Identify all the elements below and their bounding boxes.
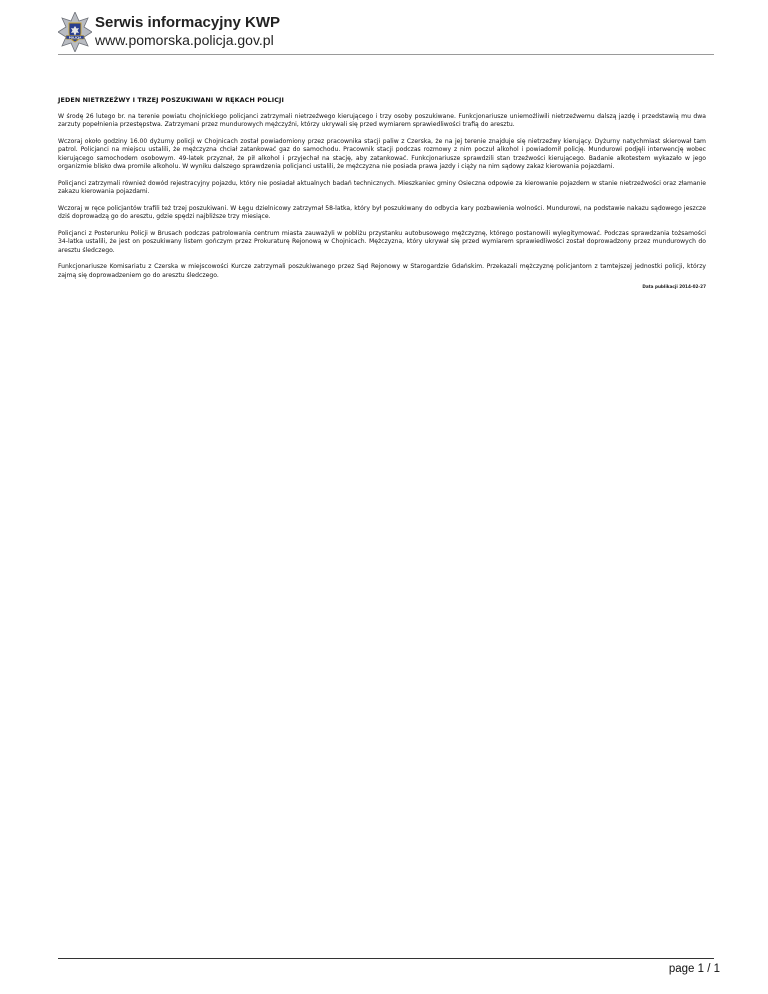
footer-divider — [58, 958, 714, 959]
article-paragraph: Policjanci z Posterunku Policji w Brusach podczas patrolowania centrum miasta zauważyli w pobliżu przystanku autobusowego mężczyznę, którego postanowili wylegitymować. Podczas sprawdzania tożsamości 34-latka ustalili, że jest on poszukiwany listem gończym przez Prokuraturę Rejonową w Chojnicach. Mężczyzna, który ukrywał się przed wymiarem sprawiedliwości został doprowadzony przez mundurowych do aresztu śledczego. — [58, 229, 706, 254]
article-paragraph: W środę 26 lutego br. na terenie powiatu chojnickiego policjanci zatrzymali nietrzeźwego kierującego i trzy osoby poszukiwane. Funkcjonariusze uniemożliwili nietrzeźwemu dalszą jazdę i przedstawią mu dwa zarzuty popełnienia przestępstwa. Zatrzymani przez mundurowych mężczyźni, którzy ukrywali się przed wymiarem sprawiedliwości trafią do aresztu. — [58, 113, 706, 129]
header-divider — [58, 54, 714, 55]
site-url[interactable]: www.pomorska.policja.gov.pl — [95, 32, 274, 48]
article-paragraph: Wczoraj w ręce policjantów trafili też trzej poszukiwani. W Łęgu dzielnicowy zatrzymał 58-latka, który był poszukiwany do odbycia kary pozbawienia wolności. Mundurowi, na podstawie nakazu sądowego jeszcze dziś doprowadzą go do aresztu, gdzie spędzi najbliższe trzy miesiące. — [58, 204, 706, 221]
publication-date: Data publikacji 2014-02-27 — [642, 284, 706, 289]
article-paragraph: Funkcjonariusze Komisariatu z Czerska w miejscowości Kurcze zatrzymali poszukiwanego przez Sąd Rejonowy w Starogardzie Gdańskim. Przekazali mężczyznę policjantom z tamtejszej jednostki policji, którzy zajmą się doprowadzeniem go do aresztu śledczego. — [58, 263, 706, 279]
page-number: page 1 / 1 — [668, 963, 720, 975]
site-title: Serwis informacyjny KWP — [95, 14, 281, 31]
article-body — [58, 96, 706, 288]
police-star-badge-icon — [58, 12, 92, 52]
article-paragraph: Policjanci zatrzymali również dowód rejestracyjny pojazdu, który nie posiadał aktualnych badań technicznych. Mieszkaniec gminy Osieczna odpowie za kierowanie pojazdem w stanie nietrzeźwości oraz złamanie zakazu kierowania pojazdami. — [58, 179, 706, 196]
page-header — [58, 12, 714, 54]
article-title: JEDEN NIETRZEŹWY I TRZEJ POSZUKIWANI W RĘKACH POLICJI — [58, 96, 284, 104]
article-paragraph: Wczoraj około godziny 16.00 dyżurny policji w Chojnicach został powiadomiony przez pracownika stacji paliw z Czerska, że na jej terenie znajduje się nietrzeźwy kierujący. Dyżurny natychmiast skierował tam patrol. Policjanci na miejscu ustalili, że mężczyzna chciał zatankować gaz do samochodu. Pracownik stacji podczas rozmowy z nim poczuł alkohol i powiadomił policję. Mundurowi podjęli interwencję wobec kierującego samochodem osobowym. 49-latek przyznał, że pił alkohol i przyjechał na stację, aby zatankować. Funkcjonariusze sprawdzili stan trzeźwości kierującego. Badanie alkotestem wykazało w jego organizmie blisko dwa promile alkoholu. W wyniku dalszego sprawdzenia policjanci ustalili, że mężczyzna nie posiada prawa jazdy i ciąży na nim sądowy zakaz kierowania pojazdami. — [58, 138, 706, 171]
logo-ribbon-text: POLICJA — [68, 35, 82, 40]
